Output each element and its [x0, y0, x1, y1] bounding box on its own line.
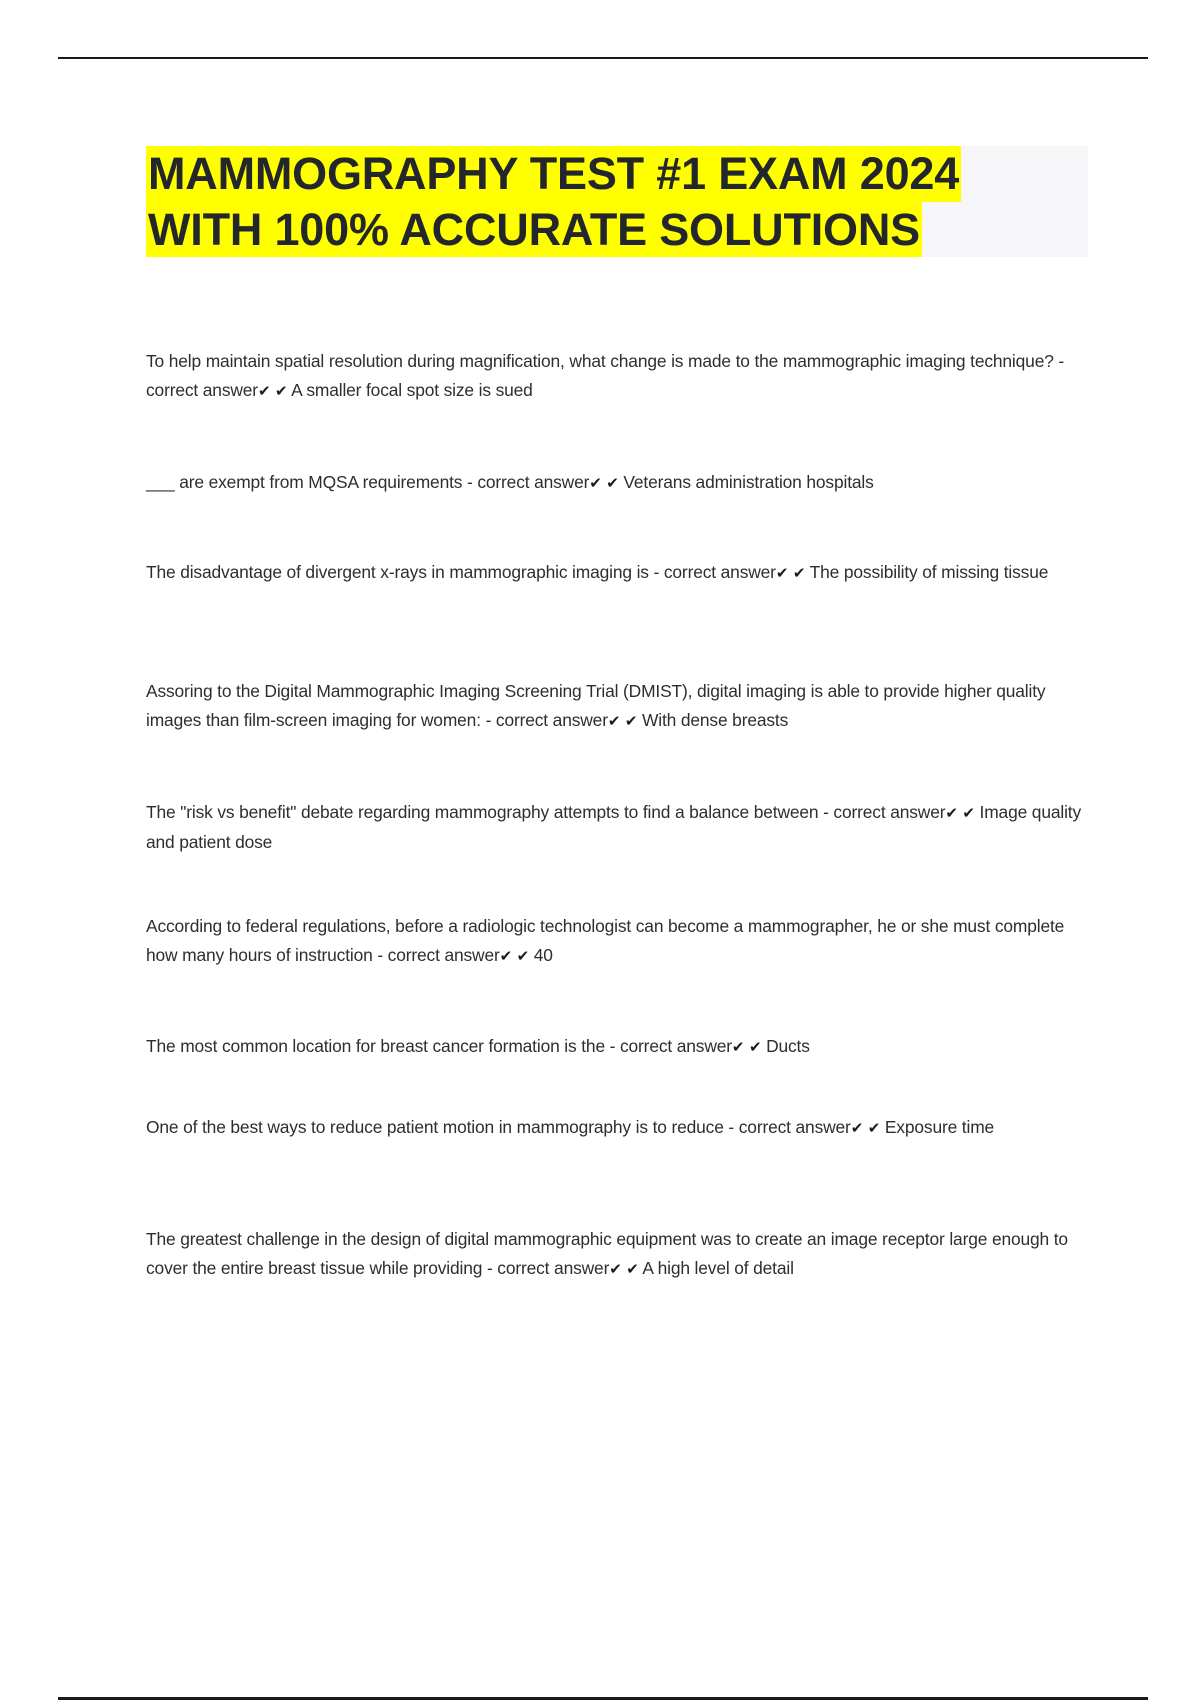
answer-label: - correct answer — [462, 472, 590, 492]
qa-item — [146, 677, 1091, 736]
answer-label: - correct answer — [482, 1258, 610, 1278]
double-check-icon: ✔ ✔ — [257, 382, 288, 400]
question-text: Assoring to the Digital Mammographic Imaging Screening Trial (DMIST), digital imaging is able to provide higher quality images than film-screen imaging for women: — [146, 681, 1046, 730]
question-text: The greatest challenge in the design of digital mammographic equipment was to create an image receptor large enough to cover the entire breast tissue while providing — [146, 1229, 1068, 1278]
qa-item — [146, 468, 1091, 498]
answer-label: - correct answer — [372, 945, 500, 965]
qa-item — [146, 1032, 1091, 1062]
answer-text: Veterans administration hospitals — [623, 472, 874, 492]
qa-item — [146, 1113, 1091, 1143]
double-check-icon: ✔ ✔ — [589, 474, 619, 492]
answer-label: - correct answer — [818, 802, 946, 822]
document-title — [146, 146, 961, 257]
double-check-icon: ✔ ✔ — [499, 947, 530, 965]
answer-text: A high level of detail — [642, 1258, 794, 1278]
question-text: One of the best ways to reduce patient motion in mammography is to reduce — [146, 1117, 724, 1137]
double-check-icon: ✔ ✔ — [609, 1260, 639, 1278]
answer-text: Ducts — [766, 1036, 810, 1056]
qa-item — [146, 798, 1091, 857]
answer-label: - correct answer — [480, 710, 608, 730]
question-text: The disadvantage of divergent x-rays in mammographic imaging is — [146, 562, 649, 582]
answer-text: Image quality and patient dose — [146, 802, 1082, 852]
answer-label: - correct answer — [723, 1117, 851, 1137]
answer-text: 40 — [533, 945, 553, 965]
question-text: The "risk vs benefit" debate regarding mammography attempts to find a balance between — [146, 802, 819, 822]
header-rule — [58, 57, 1148, 59]
double-check-icon: ✔ ✔ — [850, 1119, 881, 1137]
answer-text: With dense breasts — [642, 710, 789, 730]
double-check-icon: ✔ ✔ — [945, 804, 975, 822]
double-check-icon: ✔ ✔ — [775, 564, 806, 582]
question-text: To help maintain spatial resolution during magnification, what change is made to the mammographic imaging technique? — [146, 351, 1054, 371]
answer-text: A smaller focal spot size is sued — [291, 380, 533, 400]
title-line-1: MAMMOGRAPHY TEST #1 EXAM 2024 — [146, 146, 961, 202]
title-line-2: WITH 100% ACCURATE SOLUTIONS — [146, 202, 922, 258]
qa-item — [146, 347, 1091, 406]
double-check-icon: ✔ ✔ — [731, 1038, 762, 1056]
qa-item — [146, 912, 1091, 971]
question-text: The most common location for breast cancer formation is the — [146, 1036, 605, 1056]
qa-item — [146, 558, 1091, 588]
question-text: According to federal regulations, before a radiologic technologist can become a mammographer, he or she must complete how many hours of instruction — [146, 916, 1065, 965]
answer-label: - correct answer — [604, 1036, 732, 1056]
answer-text: The possibility of missing tissue — [809, 562, 1049, 582]
qa-item — [146, 1225, 1091, 1284]
answer-label: - correct answer — [648, 562, 776, 582]
answer-text: Exposure time — [884, 1117, 995, 1137]
double-check-icon: ✔ ✔ — [607, 712, 638, 730]
answer-label: - correct answer — [146, 351, 1065, 400]
question-text: ___ are exempt from MQSA requirements — [146, 472, 463, 492]
